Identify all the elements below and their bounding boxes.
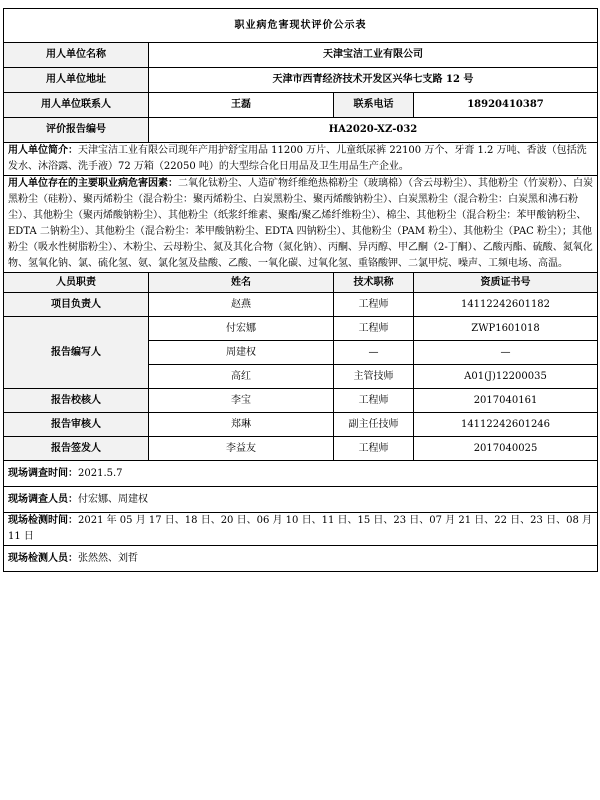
staff-title: — [334,341,414,365]
staff-cert: 14112242601246 [414,413,598,437]
staff-role: 报告审核人 [4,413,149,437]
staff-name: 李益友 [149,437,334,461]
staff-cert: 2017040161 [414,389,598,413]
staff-role: 项目负责人 [4,293,149,317]
staff-role: 报告编写人 [4,317,149,389]
table-row [4,389,598,413]
table-row [4,293,598,317]
inspection-time [4,513,598,546]
staff-title: 工程师 [334,389,414,413]
employer-contact-label: 用人单位联系人 [4,93,149,118]
staff-cert: 2017040025 [414,437,598,461]
disclosure-table [3,8,598,572]
inspection-time-value: 2021 年 05 月 17 日、18 日、20 日、06 月 10 日、11 日、15 日、23 日、07 月 21 日、22 日、23 日、08 月 11 日 [8,515,592,542]
inspection-time-label: 现场检测时间： [8,515,78,526]
table-row [4,317,598,341]
survey-people [4,487,598,513]
staff-name: 高红 [149,365,334,389]
staff-role: 报告签发人 [4,437,149,461]
staff-title: 副主任技师 [334,413,414,437]
staff-header-title: 技术职称 [334,273,414,293]
staff-name: 赵燕 [149,293,334,317]
staff-header-name: 姓名 [149,273,334,293]
staff-title: 主管技师 [334,365,414,389]
survey-people-value: 付宏娜、周建权 [78,493,148,505]
employer-phone-value: 18920410387 [414,93,598,118]
employer-phone-label: 联系电话 [334,93,414,118]
survey-people-label: 现场调查人员： [8,493,78,505]
report-number-label: 评价报告编号 [4,118,149,143]
staff-cert: — [414,341,598,365]
inspection-people [4,546,598,572]
employer-address-value: 天津市西青经济技术开发区兴华七支路 12 号 [149,68,598,93]
staff-title: 工程师 [334,317,414,341]
staff-header-cert: 资质证书号 [414,273,598,293]
staff-name: 李宝 [149,389,334,413]
survey-time-value: 2021.5.7 [78,467,123,479]
staff-title: 工程师 [334,293,414,317]
hazard-factors-text: 二氧化钛粉尘、人造矿物纤维绝热棉粉尘（玻璃棉）（含云母粉尘）、其他粉尘（竹炭粉）、白炭黑粉尘（硅粉）、聚丙烯粉尘（混合粉尘：聚丙烯粉尘、白炭黑粉尘、聚丙烯酸钠粉尘）、白炭黑粉尘（混合粉尘：白炭黑和沸石粉尘）、其他粉尘（聚丙烯酸钠粉尘）、其他粉尘（纸浆纤维素、聚酯/聚乙烯纤维粉尘）、棉尘、其他粉尘（混合粉尘：苯甲酸钠粉尘、EDTA 二钠粉尘）、其他粉尘（混合粉尘：苯甲酸钠粉尘、EDTA 四钠粉尘）、其他粉尘（PAM 粉尘）、其他粉尘（PAC 粉尘）；其他粉尘（吸水性树脂粉尘）、木粉尘、云母粉尘、氮及其化合物（氮化钠）、丙酮、异丙醇、甲乙酮（2-丁酮）、乙酸丙酯、硫酸、氮氧化物、氢氧化钠、氯、硫化氢、氨、氯化氢及盐酸、乙酸、一氧化碳、过氧化氢、重铬酸钾、二氯甲烷、噪声、工频电场、高温。 [8,178,593,269]
document-title: 职业病危害现状评价公示表 [4,9,598,43]
report-number-value: HA2020-XZ-032 [149,118,598,143]
hazard-factors-label: 用人单位存在的主要职业病危害因素： [8,178,178,189]
employer-name-value: 天津宝洁工业有限公司 [149,43,598,68]
hazard-factors [4,176,598,273]
staff-header-role: 人员职责 [4,273,149,293]
employer-name-label: 用人单位名称 [4,43,149,68]
staff-cert: 14112242601182 [414,293,598,317]
survey-time [4,461,598,487]
staff-name: 周建权 [149,341,334,365]
staff-name: 郑琳 [149,413,334,437]
employer-intro-label: 用人单位简介： [8,145,78,156]
employer-address-label: 用人单位地址 [4,68,149,93]
table-row [4,437,598,461]
staff-role: 报告校核人 [4,389,149,413]
staff-cert: A01(J)12200035 [414,365,598,389]
staff-title: 工程师 [334,437,414,461]
employer-contact-value: 王磊 [149,93,334,118]
inspection-people-label: 现场检测人员： [8,552,78,564]
staff-cert: ZWP1601018 [414,317,598,341]
staff-name: 付宏娜 [149,317,334,341]
survey-time-label: 现场调查时间： [8,467,78,479]
inspection-people-value: 张然然、刘哲 [78,552,138,564]
employer-intro-text: 天津宝洁工业有限公司现年产用护舒宝用品 11200 万片、儿童纸尿裤 22100 万个、牙膏 1.2 万吨、香波（包括洗发水、沐浴露、洗手液）72 万箱（22050 吨）的大型综合化日用品及卫生用品生产企业。 [8,145,587,172]
table-row [4,413,598,437]
employer-intro [4,143,598,176]
